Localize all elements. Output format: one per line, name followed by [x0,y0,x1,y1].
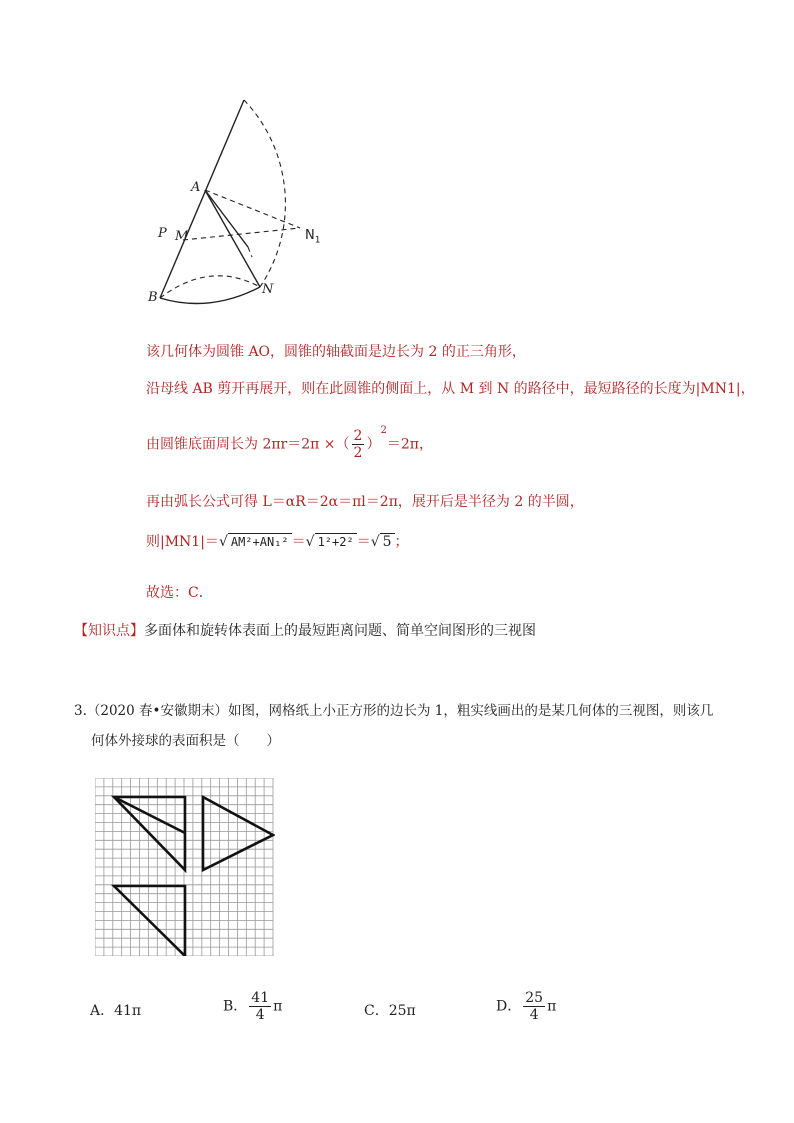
line5-mid: ＝ [291,534,306,550]
label-N1-main: N [305,228,315,243]
option-D-num: 25 [525,990,544,1006]
option-D-pi: π [547,998,557,1015]
option-B-num: 41 [251,990,270,1006]
solution-line-3 [146,424,433,461]
line3-suffix: ） [366,436,381,453]
option-B-den: 4 [255,1007,265,1023]
line3-prefix: 由圆锥底面周长为 2πr＝2π ×（ [146,436,350,453]
solution-line-1: 该几何体为圆锥 AO，圆锥的轴截面是边长为 2 的正三角形， [146,344,526,360]
option-C[interactable]: C．25π [364,1003,416,1019]
label-M: M [175,229,189,244]
sqrt-symbol-1: √ [218,534,228,550]
three-view-grid-figure [95,778,275,956]
label-N1-sub: 1 [314,235,321,246]
knowledge-point [74,620,536,640]
question-line-2: 何体外接球的表面积是（ ） [91,733,280,749]
solution-line-5 [146,531,409,551]
sqrt-symbol-2: √ [305,534,315,550]
sqrt-symbol-3: √ [370,534,380,550]
option-D-den: 4 [529,1007,539,1023]
line5-prefix: 则|MN1|＝ [146,534,219,550]
option-D-label: D． [496,998,522,1015]
option-D-fraction [523,990,545,1023]
option-A[interactable]: A．41π [90,1003,142,1019]
option-D[interactable] [496,990,556,1023]
cone-unfold-figure [130,95,320,310]
line5-sqrt3: 5 [380,533,395,550]
line3-num: 2 [353,428,363,444]
line5-sqrt2: 1²+2² [315,533,357,550]
line5-mid2: ＝ [356,534,371,550]
label-A: A [191,180,201,195]
line3-end: ＝2π， [386,436,433,453]
option-B-label: B． [223,998,248,1015]
label-N1 [305,228,320,246]
label-P: P [158,226,167,241]
line3-exp: 2 [380,424,387,436]
knowledge-text: 多面体和旋转体表面上的最短距离问题、简单空间图形的三视图 [144,623,536,639]
option-B-fraction [249,990,271,1023]
solution-line-4: 再由弧长公式可得 L＝αR＝2α＝πl＝2π，展开后是半径为 2 的半圆， [146,494,584,510]
label-N: N [262,282,274,297]
line5-sqrt1: AM²+AN₁² [228,533,292,550]
knowledge-tag: 【知识点】 [74,623,144,639]
question-line-1: 3.（2020 春•安徽期末）如图，网格纸上小正方形的边长为 1，粗实线画出的是某几何体的三视图，则该几 [74,703,714,719]
line5-end: ； [394,534,409,550]
option-B[interactable] [223,990,282,1023]
solution-line-2: 沿母线 AB 剪开再展开，则在此圆锥的侧面上，从 M 到 N 的路径中，最短路径的长度为|MN1|， [146,381,755,397]
line3-fraction [352,428,365,461]
line3-den: 2 [353,445,363,461]
solution-answer: 故选：C． [146,585,213,601]
label-B: B [148,290,158,305]
option-B-pi: π [273,998,283,1015]
